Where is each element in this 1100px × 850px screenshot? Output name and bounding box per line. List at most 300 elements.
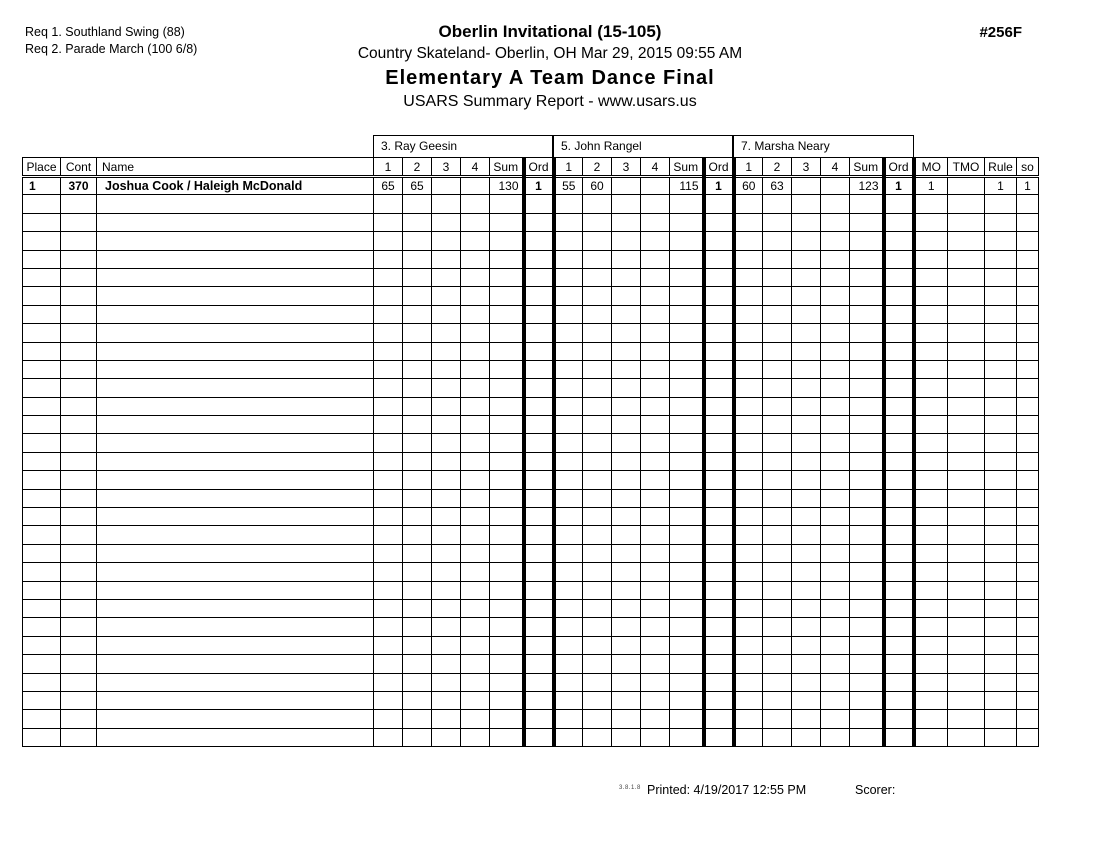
empty-cell xyxy=(763,599,792,617)
empty-cell xyxy=(554,416,583,434)
empty-cell xyxy=(612,673,641,691)
empty-cell xyxy=(1017,213,1039,231)
empty-cell xyxy=(792,360,821,378)
empty-cell xyxy=(850,489,884,507)
empty-cell xyxy=(432,673,461,691)
empty-cell xyxy=(641,397,670,415)
empty-cell xyxy=(23,250,61,268)
empty-cell xyxy=(704,508,734,526)
empty-cell xyxy=(850,710,884,728)
empty-cell xyxy=(792,636,821,654)
empty-cell xyxy=(670,250,704,268)
empty-cell xyxy=(490,673,524,691)
empty-cell xyxy=(461,599,490,617)
empty-cell xyxy=(734,434,763,452)
empty-cell xyxy=(985,489,1017,507)
empty-cell xyxy=(583,508,612,526)
empty-cell xyxy=(612,232,641,250)
empty-cell xyxy=(61,728,97,746)
empty-cell xyxy=(612,728,641,746)
empty-cell xyxy=(97,434,374,452)
empty-cell xyxy=(97,287,374,305)
empty-cell xyxy=(850,581,884,599)
empty-cell xyxy=(403,342,432,360)
empty-cell xyxy=(948,581,985,599)
scorer-label: Scorer: xyxy=(855,783,896,797)
col-header-2-10: 2 xyxy=(583,158,612,177)
empty-cell xyxy=(583,379,612,397)
empty-cell xyxy=(641,599,670,617)
empty-cell xyxy=(948,232,985,250)
empty-cell xyxy=(490,287,524,305)
empty-cell xyxy=(583,618,612,636)
empty-cell xyxy=(641,416,670,434)
empty-cell xyxy=(763,710,792,728)
empty-cell xyxy=(524,452,554,470)
empty-cell xyxy=(821,581,850,599)
empty-cell xyxy=(374,728,403,746)
empty-cell xyxy=(734,232,763,250)
result-cell-r1-c14: 1 xyxy=(704,177,734,195)
empty-cell xyxy=(61,397,97,415)
empty-cell xyxy=(612,489,641,507)
report-type-line: USARS Summary Report - www.usars.us xyxy=(403,93,697,110)
empty-cell xyxy=(734,489,763,507)
empty-cell xyxy=(583,268,612,286)
empty-cell xyxy=(914,250,948,268)
empty-cell xyxy=(763,379,792,397)
empty-cell xyxy=(821,434,850,452)
empty-cell xyxy=(403,434,432,452)
empty-row-5 xyxy=(23,268,1039,286)
empty-cell xyxy=(432,508,461,526)
empty-cell xyxy=(985,471,1017,489)
empty-cell xyxy=(403,305,432,323)
empty-cell xyxy=(97,636,374,654)
empty-cell xyxy=(554,397,583,415)
empty-cell xyxy=(23,232,61,250)
empty-cell xyxy=(850,728,884,746)
empty-cell xyxy=(641,655,670,673)
empty-cell xyxy=(884,581,914,599)
empty-cell xyxy=(914,268,948,286)
empty-cell xyxy=(490,728,524,746)
empty-row-2 xyxy=(23,213,1039,231)
empty-cell xyxy=(704,324,734,342)
empty-cell xyxy=(670,563,704,581)
empty-cell xyxy=(1017,360,1039,378)
empty-cell xyxy=(524,673,554,691)
empty-cell xyxy=(914,636,948,654)
empty-row-19 xyxy=(23,526,1039,544)
empty-cell xyxy=(914,379,948,397)
empty-cell xyxy=(583,526,612,544)
empty-cell xyxy=(61,710,97,728)
empty-cell xyxy=(792,599,821,617)
empty-cell xyxy=(490,508,524,526)
empty-cell xyxy=(850,673,884,691)
empty-cell xyxy=(641,710,670,728)
empty-cell xyxy=(612,268,641,286)
empty-cell xyxy=(612,544,641,562)
empty-cell xyxy=(524,728,554,746)
empty-cell xyxy=(490,232,524,250)
empty-cell xyxy=(670,213,704,231)
empty-cell xyxy=(821,195,850,213)
empty-cell xyxy=(985,213,1017,231)
empty-cell xyxy=(792,581,821,599)
empty-cell xyxy=(704,526,734,544)
empty-cell xyxy=(884,691,914,709)
empty-cell xyxy=(670,342,704,360)
empty-cell xyxy=(1017,268,1039,286)
empty-cell xyxy=(490,655,524,673)
empty-cell xyxy=(884,195,914,213)
empty-cell xyxy=(403,324,432,342)
empty-cell xyxy=(763,728,792,746)
empty-cell xyxy=(985,599,1017,617)
empty-cell xyxy=(23,342,61,360)
empty-cell xyxy=(432,360,461,378)
empty-cell xyxy=(61,636,97,654)
empty-cell xyxy=(490,305,524,323)
empty-cell xyxy=(821,213,850,231)
empty-cell xyxy=(23,452,61,470)
empty-cell xyxy=(432,471,461,489)
empty-cell xyxy=(792,508,821,526)
empty-cell xyxy=(792,452,821,470)
empty-cell xyxy=(641,360,670,378)
empty-cell xyxy=(821,673,850,691)
empty-cell xyxy=(850,636,884,654)
empty-cell xyxy=(763,232,792,250)
empty-row-30 xyxy=(23,728,1039,746)
empty-cell xyxy=(461,526,490,544)
empty-cell xyxy=(1017,489,1039,507)
empty-cell xyxy=(792,342,821,360)
empty-cell xyxy=(612,508,641,526)
empty-cell xyxy=(884,728,914,746)
empty-cell xyxy=(524,434,554,452)
event-number: #256F xyxy=(979,24,1022,41)
empty-cell xyxy=(23,360,61,378)
empty-cell xyxy=(403,599,432,617)
empty-cell xyxy=(734,342,763,360)
empty-cell xyxy=(554,232,583,250)
empty-cell xyxy=(23,508,61,526)
empty-cell xyxy=(97,599,374,617)
empty-cell xyxy=(1017,324,1039,342)
empty-cell xyxy=(1017,195,1039,213)
empty-cell xyxy=(641,581,670,599)
empty-cell xyxy=(985,636,1017,654)
empty-cell xyxy=(374,268,403,286)
empty-cell xyxy=(374,360,403,378)
empty-cell xyxy=(23,563,61,581)
empty-row-28 xyxy=(23,691,1039,709)
empty-cell xyxy=(461,250,490,268)
empty-cell xyxy=(490,452,524,470)
empty-cell xyxy=(461,563,490,581)
col-header-sum-7: Sum xyxy=(490,158,524,177)
col-header-1-15: 1 xyxy=(734,158,763,177)
empty-cell xyxy=(670,728,704,746)
empty-cell xyxy=(641,213,670,231)
empty-cell xyxy=(612,324,641,342)
empty-cell xyxy=(670,287,704,305)
empty-cell xyxy=(670,434,704,452)
empty-cell xyxy=(461,360,490,378)
empty-cell xyxy=(985,710,1017,728)
empty-cell xyxy=(985,342,1017,360)
empty-cell xyxy=(23,526,61,544)
empty-cell xyxy=(985,581,1017,599)
empty-cell xyxy=(554,636,583,654)
empty-cell xyxy=(914,673,948,691)
empty-cell xyxy=(850,691,884,709)
empty-cell xyxy=(670,544,704,562)
score-table xyxy=(22,157,1039,747)
empty-cell xyxy=(792,416,821,434)
empty-cell xyxy=(461,508,490,526)
empty-cell xyxy=(23,673,61,691)
table-header-row xyxy=(23,158,1039,177)
empty-cell xyxy=(432,268,461,286)
empty-cell xyxy=(985,250,1017,268)
empty-cell xyxy=(850,599,884,617)
empty-cell xyxy=(948,268,985,286)
empty-cell xyxy=(490,636,524,654)
col-header-sum-13: Sum xyxy=(670,158,704,177)
col-header-sum-19: Sum xyxy=(850,158,884,177)
empty-cell xyxy=(61,324,97,342)
empty-cell xyxy=(461,232,490,250)
empty-cell xyxy=(948,397,985,415)
empty-cell xyxy=(461,416,490,434)
empty-cell xyxy=(821,452,850,470)
col-header-4-18: 4 xyxy=(821,158,850,177)
empty-cell xyxy=(97,508,374,526)
empty-cell xyxy=(97,691,374,709)
empty-cell xyxy=(763,618,792,636)
empty-cell xyxy=(374,434,403,452)
empty-cell xyxy=(884,360,914,378)
empty-cell xyxy=(554,728,583,746)
empty-cell xyxy=(583,452,612,470)
empty-cell xyxy=(583,434,612,452)
empty-cell xyxy=(61,342,97,360)
empty-cell xyxy=(524,581,554,599)
empty-cell xyxy=(432,195,461,213)
empty-cell xyxy=(641,379,670,397)
empty-cell xyxy=(821,232,850,250)
empty-cell xyxy=(914,489,948,507)
empty-cell xyxy=(374,526,403,544)
empty-cell xyxy=(763,581,792,599)
empty-cell xyxy=(821,618,850,636)
empty-cell xyxy=(914,397,948,415)
empty-cell xyxy=(583,710,612,728)
result-cell-r1-c13: 115 xyxy=(670,177,704,195)
empty-cell xyxy=(554,544,583,562)
empty-row-26 xyxy=(23,655,1039,673)
empty-cell xyxy=(948,305,985,323)
empty-cell xyxy=(985,416,1017,434)
empty-cell xyxy=(490,360,524,378)
result-cell-r1-c2: Joshua Cook / Haleigh McDonald xyxy=(97,177,374,195)
empty-cell xyxy=(612,287,641,305)
empty-cell xyxy=(612,342,641,360)
empty-cell xyxy=(97,581,374,599)
empty-cell xyxy=(985,452,1017,470)
printed-timestamp: Printed: 4/19/2017 12:55 PM xyxy=(647,783,807,797)
empty-cell xyxy=(583,416,612,434)
empty-cell xyxy=(850,268,884,286)
empty-cell xyxy=(23,324,61,342)
empty-cell xyxy=(403,195,432,213)
empty-cell xyxy=(524,324,554,342)
empty-cell xyxy=(821,379,850,397)
empty-cell xyxy=(461,213,490,231)
empty-cell xyxy=(61,508,97,526)
empty-cell xyxy=(850,213,884,231)
col-header-cont-1: Cont xyxy=(61,158,97,177)
empty-cell xyxy=(403,508,432,526)
empty-cell xyxy=(985,268,1017,286)
empty-cell xyxy=(524,232,554,250)
empty-cell xyxy=(524,213,554,231)
empty-cell xyxy=(61,526,97,544)
empty-cell xyxy=(612,452,641,470)
empty-cell xyxy=(704,232,734,250)
event-title: Elementary A Team Dance Final xyxy=(385,67,715,89)
empty-cell xyxy=(554,213,583,231)
empty-cell xyxy=(403,397,432,415)
result-cell-r1-c15: 60 xyxy=(734,177,763,195)
empty-cell xyxy=(1017,544,1039,562)
empty-cell xyxy=(612,691,641,709)
empty-cell xyxy=(97,397,374,415)
judge-3-name-box: 7. Marsha Neary xyxy=(733,135,914,158)
empty-cell xyxy=(914,655,948,673)
empty-cell xyxy=(1017,416,1039,434)
empty-cell xyxy=(403,526,432,544)
col-header-so-24: so xyxy=(1017,158,1039,177)
empty-cell xyxy=(948,416,985,434)
empty-cell xyxy=(763,268,792,286)
empty-cell xyxy=(61,673,97,691)
empty-cell xyxy=(670,508,704,526)
empty-cell xyxy=(524,268,554,286)
empty-cell xyxy=(461,195,490,213)
empty-cell xyxy=(374,655,403,673)
empty-cell xyxy=(884,397,914,415)
result-cell-r1-c17 xyxy=(792,177,821,195)
empty-cell xyxy=(403,691,432,709)
empty-cell xyxy=(61,618,97,636)
empty-cell xyxy=(948,489,985,507)
empty-cell xyxy=(792,434,821,452)
empty-cell xyxy=(490,618,524,636)
empty-cell xyxy=(554,342,583,360)
empty-cell xyxy=(490,471,524,489)
empty-cell xyxy=(374,508,403,526)
empty-cell xyxy=(734,636,763,654)
empty-row-12 xyxy=(23,397,1039,415)
empty-cell xyxy=(23,618,61,636)
empty-cell xyxy=(612,416,641,434)
empty-cell xyxy=(461,691,490,709)
empty-cell xyxy=(61,305,97,323)
empty-row-23 xyxy=(23,599,1039,617)
empty-cell xyxy=(490,563,524,581)
empty-cell xyxy=(792,379,821,397)
empty-cell xyxy=(670,471,704,489)
result-cell-r1-c19: 123 xyxy=(850,177,884,195)
empty-cell xyxy=(734,544,763,562)
empty-cell xyxy=(374,673,403,691)
empty-cell xyxy=(554,526,583,544)
empty-cell xyxy=(612,250,641,268)
empty-cell xyxy=(23,379,61,397)
empty-cell xyxy=(23,691,61,709)
empty-cell xyxy=(704,268,734,286)
empty-row-15 xyxy=(23,452,1039,470)
empty-cell xyxy=(432,544,461,562)
empty-cell xyxy=(821,250,850,268)
empty-cell xyxy=(490,250,524,268)
empty-cell xyxy=(884,232,914,250)
empty-cell xyxy=(403,710,432,728)
empty-cell xyxy=(403,728,432,746)
empty-cell xyxy=(97,379,374,397)
empty-row-11 xyxy=(23,379,1039,397)
empty-cell xyxy=(23,655,61,673)
empty-cell xyxy=(583,655,612,673)
col-header-ord-20: Ord xyxy=(884,158,914,177)
empty-cell xyxy=(641,563,670,581)
empty-row-25 xyxy=(23,636,1039,654)
result-cell-r1-c0: 1 xyxy=(23,177,61,195)
empty-cell xyxy=(821,416,850,434)
empty-cell xyxy=(948,691,985,709)
empty-cell xyxy=(670,195,704,213)
empty-cell xyxy=(763,397,792,415)
empty-cell xyxy=(1017,305,1039,323)
empty-cell xyxy=(61,250,97,268)
empty-row-7 xyxy=(23,305,1039,323)
empty-cell xyxy=(914,544,948,562)
empty-cell xyxy=(554,268,583,286)
empty-cell xyxy=(583,287,612,305)
empty-cell xyxy=(403,360,432,378)
empty-cell xyxy=(461,673,490,691)
empty-cell xyxy=(914,324,948,342)
empty-cell xyxy=(524,195,554,213)
col-header-mo-21: MO xyxy=(914,158,948,177)
empty-cell xyxy=(23,416,61,434)
empty-cell xyxy=(61,581,97,599)
empty-cell xyxy=(985,397,1017,415)
empty-cell xyxy=(792,305,821,323)
empty-cell xyxy=(23,268,61,286)
empty-cell xyxy=(583,397,612,415)
empty-cell xyxy=(583,489,612,507)
empty-cell xyxy=(461,728,490,746)
empty-cell xyxy=(850,508,884,526)
empty-cell xyxy=(670,232,704,250)
empty-cell xyxy=(792,232,821,250)
